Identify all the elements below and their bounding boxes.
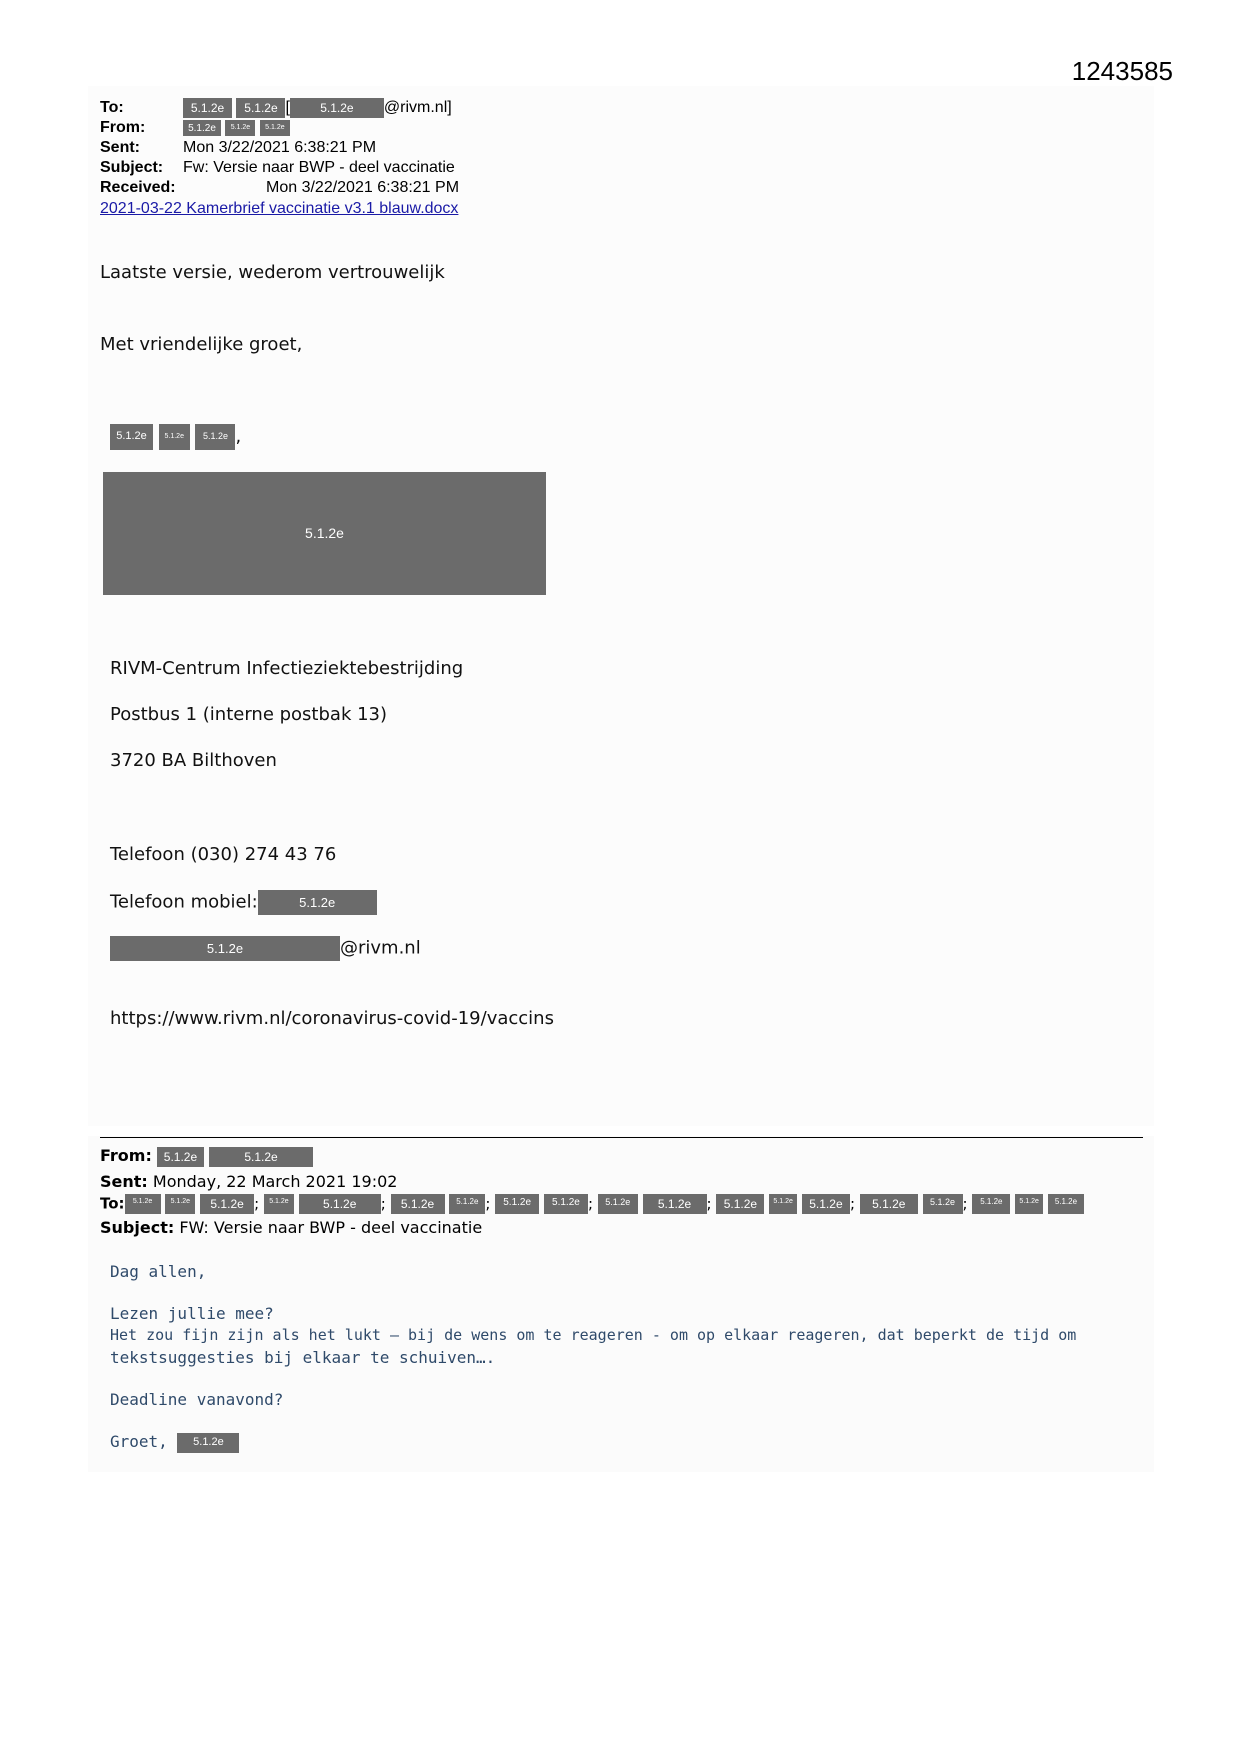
subject-label: Subject:	[100, 159, 164, 176]
from-label: From:	[100, 119, 146, 136]
redaction: 5.1.2e	[157, 1147, 204, 1167]
signature-mobile	[110, 890, 377, 915]
body-line: Laatste versie, wederom vertrouwelijk	[100, 262, 445, 283]
from-value	[183, 118, 290, 138]
redaction: 5.1.2e	[716, 1194, 764, 1214]
sent-value: Mon 3/22/2021 6:38:21 PM	[183, 139, 377, 156]
fwd-sent-label: Sent:	[100, 1172, 148, 1191]
signature-url[interactable]: https://www.rivm.nl/coronavirus-covid-19/vaccins	[110, 1008, 554, 1029]
redaction: 5.1.2e	[299, 1194, 381, 1214]
redaction: 5.1.2e	[449, 1194, 485, 1214]
fwd-line: Het zou fijn zijn als het lukt – bij de wens om te reageren - om op elkaar reageren, dat beperkt de tijd om	[110, 1326, 1077, 1344]
redaction: 5.1.2e	[209, 1147, 313, 1167]
fwd-to-row: To: 5.1.2e 5.1.2e 5.1.2e ; 5.1.2e 5.1.2e ; 5.1.2e 5.1.2e ; 5.1.2e 5.1.2e ; 5.1.2e 5.1.2e ; 5.1.2e 5.1.2e 5.1.2e ; 5.1.2e 5.1.2e ; 5.1.2e 5.1.2e 5.1.2e	[100, 1194, 1084, 1214]
redaction: 5.1.2e	[236, 98, 285, 118]
fwd-sent-value: Monday, 22 March 2021 19:02	[152, 1172, 398, 1191]
redaction: 5.1.2e	[110, 424, 153, 450]
fwd-line: tekstsuggesties bij elkaar te schuiven….	[110, 1348, 496, 1367]
redaction: 5.1.2e	[195, 424, 235, 450]
fwd-line: Deadline vanavond?	[110, 1390, 284, 1409]
signature-name: 5.1.2e 5.1.2e 5.1.2e ,	[110, 424, 241, 450]
redaction: 5.1.2e	[598, 1194, 638, 1214]
sent-label: Sent:	[100, 139, 140, 156]
redaction: 5.1.2e	[643, 1194, 707, 1214]
to-label: To:	[100, 99, 124, 116]
redaction: 5.1.2e	[769, 1194, 797, 1214]
to-email-suffix: @rivm.nl]	[383, 99, 452, 117]
redaction: 5.1.2e	[264, 1194, 294, 1214]
fwd-from-row	[100, 1146, 313, 1167]
email-suffix: @rivm.nl	[340, 937, 421, 959]
signature-phone: Telefoon (030) 274 43 76	[110, 844, 337, 865]
fwd-from-label: From:	[100, 1146, 152, 1165]
fwd-subject-value: FW: Versie naar BWP - deel vaccinatie	[179, 1218, 483, 1237]
received-label: Received:	[100, 179, 176, 196]
redaction: 5.1.2e	[260, 120, 290, 136]
redaction: 5.1.2e	[544, 1194, 588, 1214]
signature-logo-redaction: 5.1.2e	[103, 472, 546, 595]
redaction: 5.1.2e	[391, 1194, 445, 1214]
subject-value: Fw: Versie naar BWP - deel vaccinatie	[183, 159, 455, 176]
redaction: 5.1.2e	[495, 1194, 539, 1214]
redaction: 5.1.2e	[200, 1194, 254, 1214]
fwd-line: Lezen jullie mee?	[110, 1304, 274, 1323]
fwd-subject-label: Subject:	[100, 1218, 175, 1237]
fwd-sent-row	[100, 1172, 397, 1191]
signature-org: RIVM-Centrum Infectieziektebestrijding	[110, 658, 464, 679]
greeting: Met vriendelijke groet,	[100, 334, 303, 355]
redaction: 5.1.2e	[225, 120, 255, 136]
fwd-subject-row	[100, 1218, 482, 1237]
signature-email	[110, 936, 421, 961]
redaction: 5.1.2e	[165, 1194, 195, 1214]
redaction: 5.1.2e	[183, 120, 221, 136]
signature-city: 3720 BA Bilthoven	[110, 750, 277, 771]
redaction: 5.1.2e	[258, 890, 377, 915]
message-panel	[88, 86, 1154, 1126]
attachment-link[interactable]: 2021-03-22 Kamerbrief vaccinatie v3.1 blauw.docx	[100, 200, 459, 217]
closing-text: Groet,	[110, 1432, 168, 1451]
fwd-salutation: Dag allen,	[110, 1262, 207, 1281]
redaction: 5.1.2e	[972, 1194, 1010, 1214]
redaction: 5.1.2e	[110, 936, 340, 961]
redaction: 5.1.2e	[125, 1194, 161, 1214]
separator	[100, 1137, 1143, 1138]
fwd-to-label: To:	[100, 1194, 125, 1213]
redaction: 5.1.2e	[1015, 1194, 1043, 1214]
redaction: 5.1.2e	[290, 98, 384, 118]
redaction: 5.1.2e	[159, 424, 190, 450]
redaction: 5.1.2e	[177, 1433, 239, 1453]
signature-postbus: Postbus 1 (interne postbak 13)	[110, 704, 388, 725]
document-number: 1243585	[1071, 56, 1173, 86]
fwd-closing	[110, 1432, 239, 1453]
redaction: 5.1.2e	[802, 1194, 850, 1214]
redaction: 5.1.2e	[183, 98, 232, 118]
to-value: 5.1.2e 5.1.2e [ 5.1.2e @rivm.nl]	[183, 98, 452, 118]
redaction: 5.1.2e	[1048, 1194, 1084, 1214]
redaction: 5.1.2e	[923, 1194, 963, 1214]
redaction: 5.1.2e	[860, 1194, 918, 1214]
mobile-label: Telefoon mobiel:	[110, 891, 258, 913]
received-value: Mon 3/22/2021 6:38:21 PM	[266, 179, 460, 196]
